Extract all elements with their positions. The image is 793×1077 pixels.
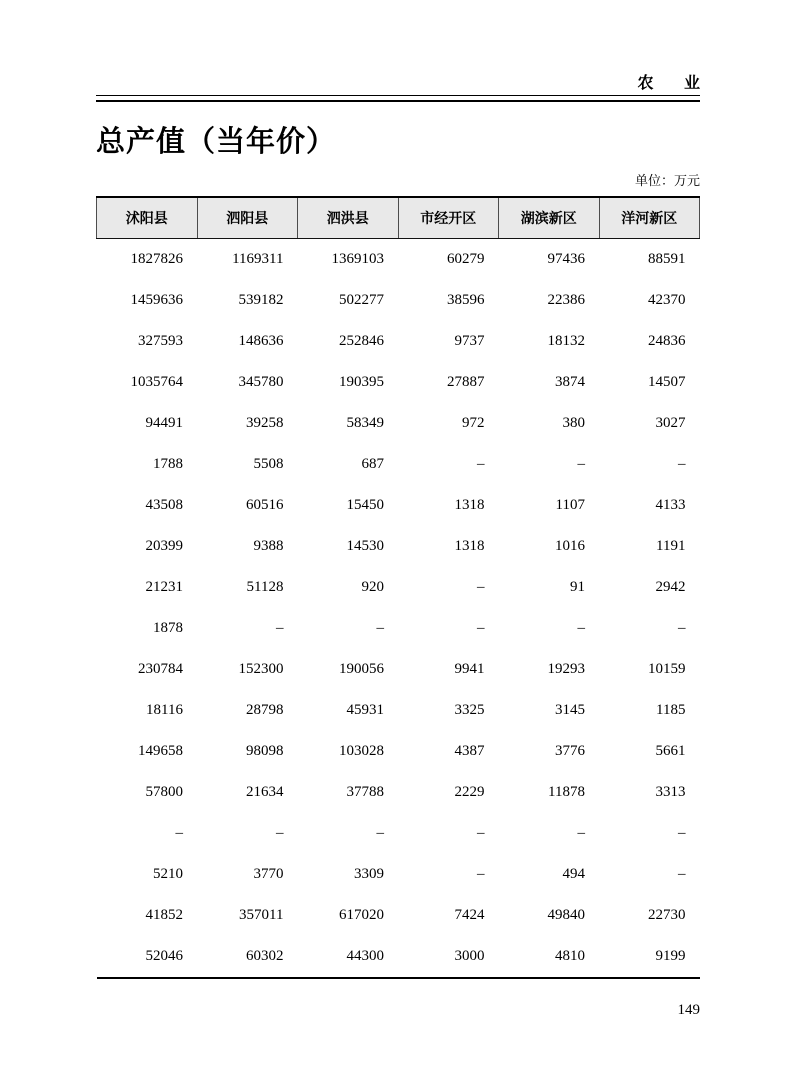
table-cell: 60279 xyxy=(447,251,485,267)
page-title: 总产值（当年价） xyxy=(96,126,337,158)
table-cell: 539182 xyxy=(238,292,284,308)
table-cell: 2229 xyxy=(454,784,485,800)
table-cell: 3000 xyxy=(454,948,485,964)
table-cell: 9737 xyxy=(454,333,485,349)
table-cell: 28798 xyxy=(246,702,284,718)
table-row xyxy=(97,403,700,444)
table-cell: 103028 xyxy=(339,743,384,759)
table-cell: 94491 xyxy=(145,415,183,431)
table-cell: – xyxy=(477,579,485,595)
table-cell: 1016 xyxy=(555,538,585,554)
table-cell: 60516 xyxy=(246,497,284,513)
table-cell: 42370 xyxy=(648,292,686,308)
table-cell: 502277 xyxy=(339,292,384,308)
table-cell: 1878 xyxy=(153,620,183,636)
table-cell: 5661 xyxy=(655,743,686,759)
table-cell: 9388 xyxy=(253,538,284,554)
table-cell: 19293 xyxy=(547,661,585,677)
table-cell: 1169311 xyxy=(232,251,284,267)
table-cell: – xyxy=(577,456,585,472)
table-header-row xyxy=(97,197,700,239)
table-cell: 494 xyxy=(562,866,585,882)
column-header: 泗洪县 xyxy=(298,197,399,239)
table-row xyxy=(97,813,700,854)
table-cell: 15450 xyxy=(346,497,384,513)
column-header: 沭阳县 xyxy=(97,197,198,239)
table-cell: 3776 xyxy=(555,743,585,759)
table-cell: 345780 xyxy=(238,374,284,390)
table-cell: 1318 xyxy=(454,538,485,554)
table-cell: 10159 xyxy=(648,661,686,677)
table-cell: 2942 xyxy=(655,579,686,595)
table-cell: 41852 xyxy=(145,907,183,923)
table-cell: 51128 xyxy=(246,579,284,595)
table-cell: 11878 xyxy=(548,784,585,800)
table-cell: – xyxy=(477,866,485,882)
table-cell: 38596 xyxy=(447,292,485,308)
table-cell: 1191 xyxy=(656,538,686,554)
data-table xyxy=(96,196,700,979)
table-cell: 60302 xyxy=(246,948,284,964)
table-cell: 91 xyxy=(570,579,585,595)
table-row xyxy=(97,526,700,567)
table-cell: 49840 xyxy=(547,907,585,923)
table-row xyxy=(97,649,700,690)
table-cell: 7424 xyxy=(454,907,485,923)
table-row xyxy=(97,321,700,362)
table-cell: 18132 xyxy=(547,333,585,349)
table-cell: 22730 xyxy=(648,907,686,923)
table-row xyxy=(97,280,700,321)
table-cell: 4387 xyxy=(454,743,485,759)
table-cell: 252846 xyxy=(339,333,384,349)
table-cell: 1459636 xyxy=(130,292,183,308)
table-cell: – xyxy=(477,620,485,636)
table-cell: 687 xyxy=(361,456,384,472)
table-cell: – xyxy=(175,825,183,841)
table-cell: 5508 xyxy=(253,456,284,472)
table-cell: 52046 xyxy=(145,948,183,964)
table-cell: 9199 xyxy=(655,948,686,964)
table-cell: 3874 xyxy=(555,374,585,390)
section-rule xyxy=(96,100,700,102)
table-row xyxy=(97,608,700,649)
table-cell: – xyxy=(678,620,686,636)
table-cell: 3325 xyxy=(454,702,485,718)
table-cell: 357011 xyxy=(239,907,284,923)
table-cell: 1369103 xyxy=(331,251,384,267)
table-cell: 148636 xyxy=(238,333,284,349)
table-cell: 14530 xyxy=(346,538,384,554)
table-cell: 22386 xyxy=(547,292,585,308)
table-head xyxy=(97,197,700,239)
table-cell: 1035764 xyxy=(130,374,183,390)
table-row xyxy=(97,936,700,978)
table-cell: 43508 xyxy=(145,497,183,513)
table-cell: 1827826 xyxy=(130,251,183,267)
column-header: 市经开区 xyxy=(398,197,499,239)
page-content xyxy=(96,0,700,979)
table-row xyxy=(97,895,700,936)
unit-label: 单位：万元 xyxy=(634,173,700,188)
table-cell: 327593 xyxy=(138,333,183,349)
table-cell: 1107 xyxy=(555,497,585,513)
table-cell: 88591 xyxy=(648,251,686,267)
table-cell: 230784 xyxy=(138,661,183,677)
table-cell: 58349 xyxy=(346,415,384,431)
table-cell: – xyxy=(577,825,585,841)
table-cell: 18116 xyxy=(146,702,183,718)
table-cell: 149658 xyxy=(138,743,183,759)
table-cell: 97436 xyxy=(547,251,585,267)
table-cell: 4810 xyxy=(555,948,585,964)
table-cell: 3145 xyxy=(555,702,585,718)
table-cell: – xyxy=(276,620,284,636)
table-cell: 24836 xyxy=(648,333,686,349)
table-cell: 3313 xyxy=(655,784,686,800)
table-cell: 380 xyxy=(562,415,585,431)
table-cell: 1185 xyxy=(656,702,686,718)
table-cell: 1788 xyxy=(153,456,183,472)
table-cell: 9941 xyxy=(454,661,485,677)
table-cell: – xyxy=(477,825,485,841)
table-row xyxy=(97,239,700,281)
table-cell: 3309 xyxy=(354,866,384,882)
table-cell: 972 xyxy=(462,415,485,431)
table-cell: 98098 xyxy=(246,743,284,759)
table-cell: 920 xyxy=(361,579,384,595)
table-cell: 57800 xyxy=(145,784,183,800)
table-cell: 4133 xyxy=(655,497,686,513)
table-row xyxy=(97,731,700,772)
table-row xyxy=(97,567,700,608)
table-cell: 152300 xyxy=(238,661,284,677)
table-cell: – xyxy=(678,456,686,472)
table-body xyxy=(97,239,700,979)
table-cell: 617020 xyxy=(339,907,384,923)
column-header: 泗阳县 xyxy=(197,197,298,239)
table-row xyxy=(97,444,700,485)
table-cell: – xyxy=(376,620,384,636)
table-cell: – xyxy=(678,825,686,841)
table-cell: – xyxy=(276,825,284,841)
table-cell: 5210 xyxy=(153,866,183,882)
table-cell: 21634 xyxy=(246,784,284,800)
column-header: 洋河新区 xyxy=(599,197,700,239)
table-cell: 1318 xyxy=(454,497,485,513)
table-cell: 190395 xyxy=(339,374,384,390)
column-header: 湖滨新区 xyxy=(499,197,600,239)
table-cell: 3027 xyxy=(655,415,686,431)
table-cell: 14507 xyxy=(648,374,686,390)
table-cell: – xyxy=(477,456,485,472)
table-cell: 3770 xyxy=(253,866,284,882)
table-row xyxy=(97,772,700,813)
table-row xyxy=(97,690,700,731)
table-cell: 39258 xyxy=(246,415,284,431)
table-cell: 45931 xyxy=(346,702,384,718)
table-cell: 44300 xyxy=(346,948,384,964)
section-label: 农 业 xyxy=(96,74,700,96)
table-row xyxy=(97,854,700,895)
table-cell: – xyxy=(577,620,585,636)
table-row xyxy=(97,485,700,526)
page-number: 149 xyxy=(677,1002,700,1018)
table-cell: – xyxy=(678,866,686,882)
table-cell: 37788 xyxy=(346,784,384,800)
table-cell: 27887 xyxy=(447,374,485,390)
table-row xyxy=(97,362,700,403)
table-cell: 20399 xyxy=(145,538,183,554)
table-cell: 21231 xyxy=(145,579,183,595)
table-cell: 190056 xyxy=(339,661,384,677)
table-cell: – xyxy=(376,825,384,841)
